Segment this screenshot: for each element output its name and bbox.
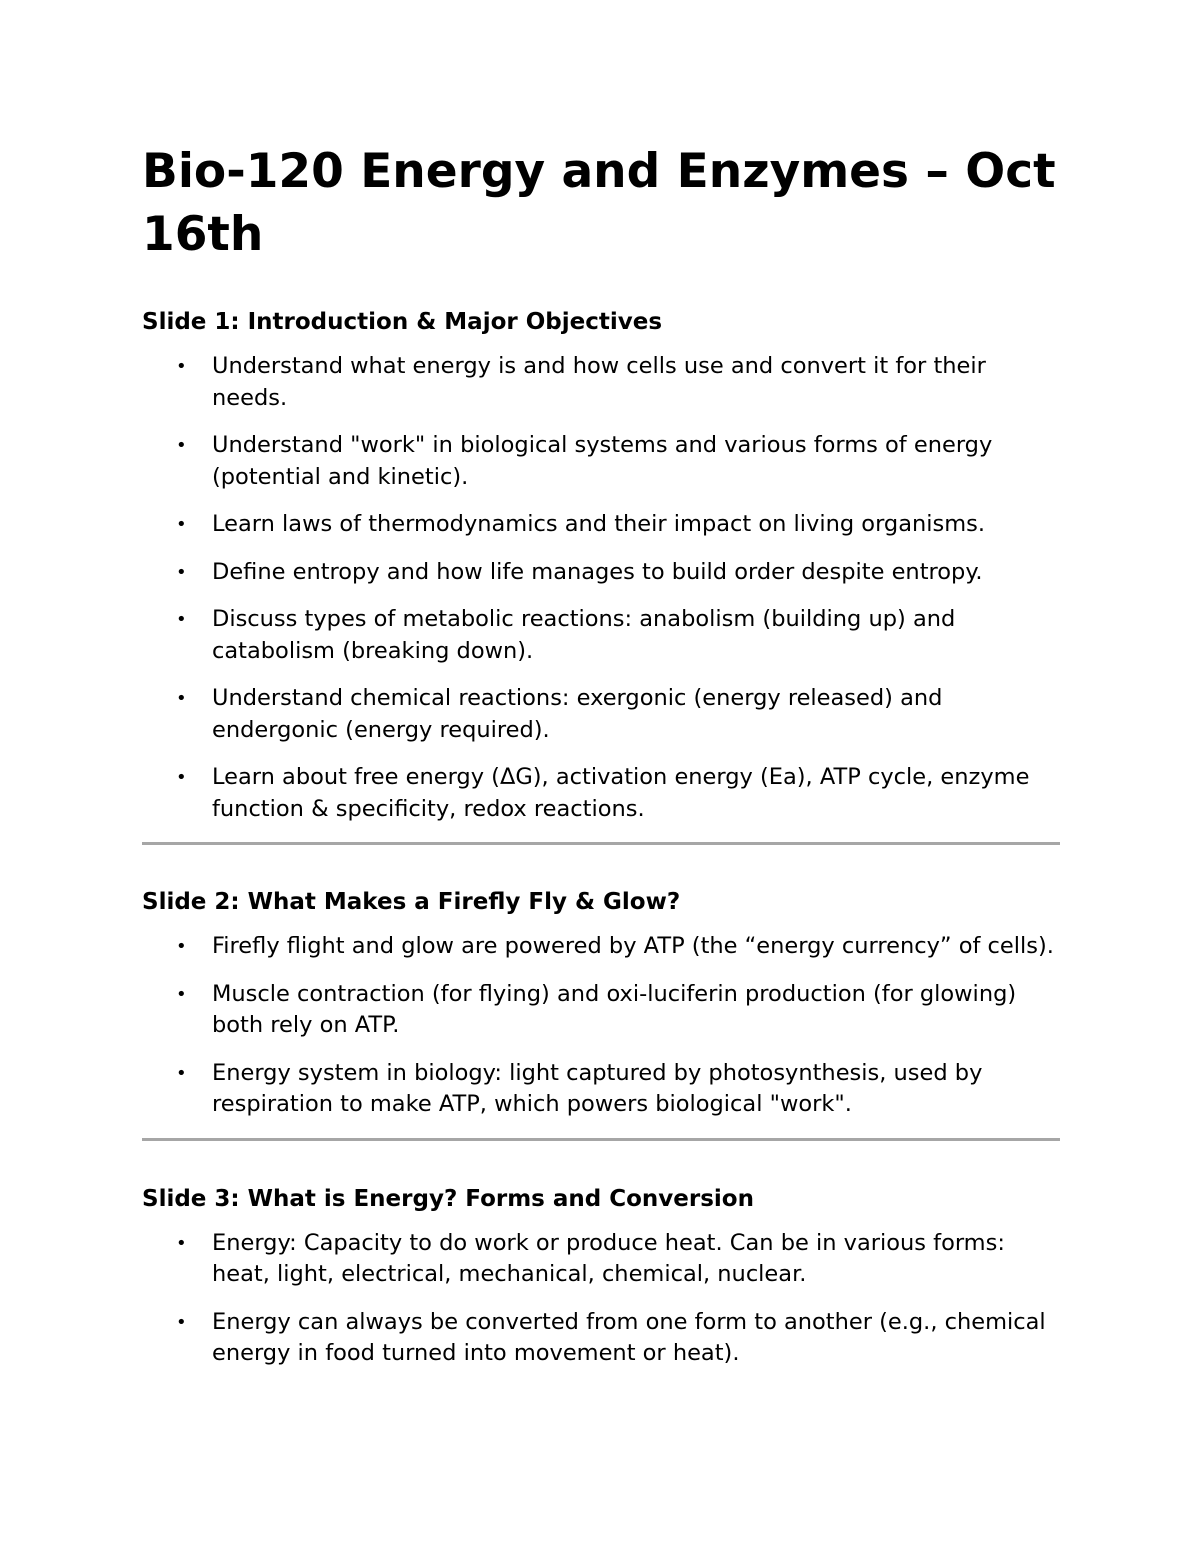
bullet-list [142,1228,1062,1370]
list-item [142,430,1062,493]
document-title: Bio-120 Energy and Enzymes – Oct 16th [142,144,1056,262]
bullet-icon: • [176,688,187,709]
section-divider [142,1138,1060,1141]
section-slide-1 [142,307,1062,825]
bullet-icon: • [176,1062,187,1084]
list-item-text: Learn about free energy (ΔG), activation energy (Ea), ATP cycle, enzyme function & specificity, redox reactions. [212,764,1030,822]
list-item [142,351,1062,414]
list-item [142,762,1062,825]
document-page [142,140,1062,1370]
bullet-icon: • [176,983,187,1005]
list-item [142,1307,1062,1370]
list-item [142,931,1062,963]
section-slide-2 [142,887,1062,1121]
list-item [142,604,1062,667]
list-item [142,683,1062,746]
list-item [142,1228,1062,1291]
bullet-icon: • [176,936,187,957]
list-item [142,1058,1062,1121]
list-item-text: Energy: Capacity to do work or produce heat. Can be in various forms: heat, light, electrical, mechanical, chemical, nuclear. [212,1229,1005,1287]
list-item-text: Understand what energy is and how cells use and convert it for their needs. [212,353,986,411]
list-item-text: Energy can always be converted from one form to another (e.g., chemical energy in food turned into movement or heat). [212,1308,1046,1366]
section-heading: Slide 1: Introduction & Major Objectives [142,309,663,335]
bullet-icon: • [176,435,187,456]
section-divider [142,842,1060,845]
bullet-icon: • [176,767,187,788]
list-item [142,979,1062,1042]
list-item-text: Muscle contraction (for flying) and oxi-luciferin production (for glowing) both rely on ATP. [212,980,1017,1038]
list-item [142,509,1062,541]
bullet-icon: • [176,514,187,535]
section-slide-3 [142,1184,1062,1370]
list-item-text: Understand "work" in biological systems and various forms of energy (potential and kinetic). [212,432,993,490]
bullet-icon: • [176,561,187,583]
list-item [142,557,1062,589]
section-heading: Slide 3: What is Energy? Forms and Conversion [142,1185,754,1212]
list-item-text: Understand chemical reactions: exergonic (energy released) and endergonic (energy required). [212,685,943,743]
list-item-text: Learn laws of thermodynamics and their impact on living organisms. [212,511,986,537]
list-item-text: Energy system in biology: light captured by photosynthesis, used by respiration to make ATP, which powers biological "work". [212,1059,983,1117]
list-item-text: Firefly flight and glow are powered by ATP (the “energy currency” of cells). [212,933,1054,959]
bullet-icon: • [176,356,187,377]
bullet-list [142,351,1062,825]
section-heading: Slide 2: What Makes a Firefly Fly & Glow? [142,889,681,915]
bullet-icon: • [176,609,187,630]
bullet-icon: • [176,1311,187,1333]
bullet-list [142,931,1062,1121]
list-item-text: Define entropy and how life manages to build order despite entropy. [212,558,983,585]
list-item-text: Discuss types of metabolic reactions: anabolism (building up) and catabolism (breaking down). [212,606,956,664]
bullet-icon: • [176,1232,187,1254]
